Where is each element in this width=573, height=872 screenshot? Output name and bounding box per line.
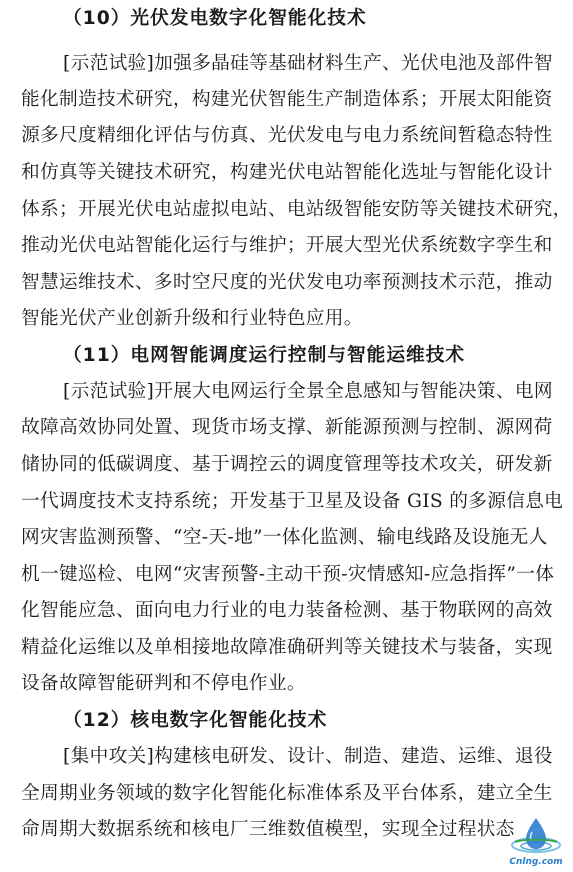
watermark-logo: [505, 812, 567, 868]
paragraph-line: 网灾害监测预警、“空-天-地”一体化监测、输电线路及设施无人: [21, 527, 548, 548]
paragraph-line: [集中攻关]构建核电研发、设计、制造、建造、运维、退役: [63, 746, 553, 767]
paragraph-line: 智能光伏产业创新升级和行业特色应用。: [21, 308, 363, 329]
section-heading-10: （10）光伏发电数字化智能化技术: [63, 8, 367, 29]
paragraph-line: 命周期大数据系统和核电厂三维数值模型，实现全过程状态: [21, 819, 515, 840]
paragraph-line: 储协同的低碳调度、基于调控云的调度管理等技术攻关，研发新: [21, 454, 553, 475]
section-heading-12: （12）核电数字化智能化技术: [63, 710, 328, 731]
paragraph-line: 推动光伏电站智能化运行与维护；开展大型光伏系统数字孪生和: [21, 235, 553, 256]
paragraph-line: 精益化运维以及单相接地故障准确研判等关键技术与装备，实现: [21, 637, 553, 658]
paragraph-line: 化智能应急、面向电力行业的电力装备检测、基于物联网的高效: [21, 600, 553, 621]
paragraph-line: 机一键巡检、电网“灾害预警-主动干预-灾情感知-应急指挥”一体: [21, 564, 555, 585]
water-drop-icon: [505, 812, 567, 868]
paragraph-line: 和仿真等关键技术研究，构建光伏电站智能化选址与智能化设计: [21, 162, 553, 183]
paragraph-line: 能化制造技术研究，构建光伏智能生产制造体系；开展太阳能资: [21, 89, 553, 110]
paragraph-line: 故障高效协同处置、现货市场支撑、新能源预测与控制、源网荷: [21, 417, 553, 438]
paragraph-line: 一代调度技术支持系统；开发基于卫星及设备 GIS 的多源信息电: [21, 491, 564, 512]
paragraph-line: 体系；开展光伏电站虚拟电站、电站级智能安防等关键技术研究，: [21, 199, 572, 220]
paragraph-line: [示范试验]开展大电网运行全景全息感知与智能决策、电网: [63, 381, 553, 402]
paragraph-line: 源多尺度精细化评估与仿真、光伏发电与电力系统间暂稳态特性: [21, 125, 553, 146]
paragraph-line: 设备故障智能研判和不停电作业。: [21, 673, 306, 694]
paragraph-line: 全周期业务领域的数字化智能化标准体系及平台体系，建立全生: [21, 783, 553, 804]
section-heading-11: （11）电网智能调度运行控制与智能运维技术: [63, 345, 466, 366]
watermark-text: Cnlng.com: [509, 857, 563, 867]
paragraph-line: [示范试验]加强多晶硅等基础材料生产、光伏电池及部件智: [63, 53, 553, 74]
paragraph-line: 智慧运维技术、多时空尺度的光伏发电功率预测技术示范，推动: [21, 272, 553, 293]
